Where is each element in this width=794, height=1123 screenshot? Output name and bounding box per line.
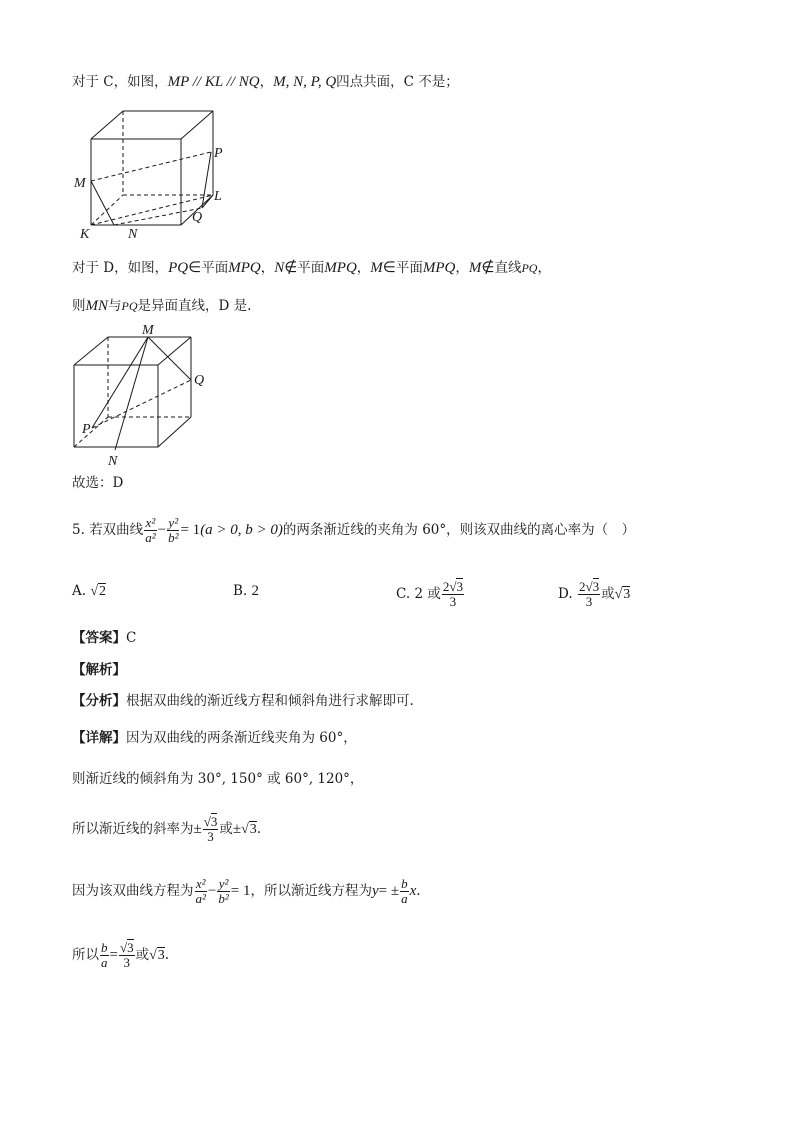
math: ∈ — [382, 260, 396, 276]
step-slope — [72, 812, 261, 847]
text: 是异面直线，D 是. — [137, 298, 252, 314]
jiexi-tag: 【解析】 — [72, 662, 126, 678]
step-inclination: 则渐近线的倾斜角为 30°, 150° 或 60°, 120°， — [72, 771, 364, 787]
numerator: x² — [145, 515, 156, 530]
label-M: M — [74, 176, 86, 191]
sqrt: √3 — [241, 822, 257, 837]
radicand: 3 — [623, 587, 631, 602]
math: = ± — [378, 883, 400, 899]
coef: 2 — [578, 579, 586, 594]
denominator: a — [101, 955, 108, 970]
text-c-suffix: 四点共面，C 不是； — [336, 74, 459, 90]
denominator: a² — [195, 891, 206, 906]
text: 或 — [135, 947, 150, 963]
denominator: b² — [218, 891, 229, 906]
math: = — [109, 947, 118, 963]
detail-line — [72, 728, 357, 748]
math: MN — [85, 298, 108, 314]
label-K: K — [80, 227, 90, 240]
denominator: 3 — [207, 829, 214, 844]
text: 所以 — [72, 947, 99, 963]
sqrt: √3 — [149, 948, 165, 963]
fraction: $\frac{√3}{3}$ — [119, 940, 134, 970]
option-value: 2 — [251, 583, 260, 599]
answer-value: C — [126, 630, 137, 646]
label-P: P — [214, 146, 223, 161]
math: ± — [193, 821, 202, 837]
label-P: P — [82, 422, 91, 437]
text-sep: ， — [259, 74, 274, 90]
question-number: 5. — [72, 522, 85, 538]
sqrt: √2 — [90, 584, 107, 599]
analysis-tag: 【分析】 — [72, 693, 126, 709]
math: ± — [232, 821, 242, 837]
text: . — [256, 821, 262, 837]
radicand: 2 — [99, 584, 107, 599]
radicand: 3 — [592, 579, 600, 594]
math: = 1 — [230, 883, 251, 899]
sqrt: √3 — [614, 587, 631, 602]
math: ∉ — [284, 260, 298, 276]
math: M — [370, 260, 383, 276]
denominator: b² — [168, 530, 179, 545]
text: 若双曲线 — [89, 522, 144, 538]
math: ∉ — [481, 260, 495, 276]
math: y — [372, 883, 379, 899]
option-b — [233, 580, 259, 602]
radicand: 3 — [157, 948, 165, 963]
option-value: 2 或 — [414, 586, 441, 602]
cube-figure-1 — [70, 105, 230, 240]
math: − — [207, 883, 217, 899]
denominator: a — [401, 891, 408, 906]
fraction: $\frac{√3}{3}$ — [203, 814, 218, 844]
label-Q: Q — [192, 210, 203, 225]
math: M — [468, 260, 482, 276]
text: 则 — [72, 298, 86, 314]
math: ∈ — [188, 260, 202, 276]
text: 与 — [108, 298, 122, 314]
numerator: y² — [218, 876, 229, 891]
fraction-x2-a2 — [144, 516, 156, 545]
denominator: 3 — [449, 594, 457, 609]
label-M: M — [142, 323, 154, 338]
text: . — [164, 947, 170, 963]
label-N: N — [108, 454, 118, 468]
option-label: D. — [558, 586, 573, 602]
numerator: b — [101, 940, 108, 955]
math: − — [157, 522, 167, 538]
math-parallel-lines: MP // KL // NQ — [167, 74, 260, 90]
step-asymptote-equation — [72, 874, 421, 908]
text: ， — [260, 260, 275, 276]
fraction — [195, 877, 207, 906]
line-option-c-analysis — [72, 72, 459, 92]
detail-tag: 【详解】 — [72, 730, 126, 746]
question-5 — [72, 514, 635, 546]
fraction — [217, 877, 229, 906]
numerator: x² — [195, 876, 206, 891]
text: 平面 — [201, 260, 229, 276]
math-condition: (a > 0, b > 0) — [200, 522, 283, 538]
text: ， — [455, 260, 469, 276]
detail-text: 因为双曲线的两条渐近线夹角为 60°， — [126, 730, 357, 746]
option-d — [558, 580, 630, 609]
math-points: M, N, P, Q — [273, 74, 337, 90]
text: ， — [356, 260, 371, 276]
answer-tag: 【答案】 — [72, 630, 126, 646]
answer-choice: 故选：D — [72, 475, 124, 491]
denominator: 3 — [585, 594, 593, 609]
numerator: b — [401, 876, 408, 891]
text: 所以渐近线的斜率为 — [72, 821, 194, 837]
analysis-line — [72, 691, 414, 711]
option-c — [396, 580, 465, 609]
math: MPQ — [422, 260, 456, 276]
radicand: 3 — [249, 822, 257, 837]
fraction-y2-b2 — [167, 516, 179, 545]
numerator: y² — [168, 515, 179, 530]
cube-figure-2 — [70, 320, 220, 468]
line-skew-conclusion — [72, 296, 251, 316]
step-ratio — [72, 938, 169, 973]
denominator: a² — [145, 530, 156, 545]
option-a — [72, 580, 106, 603]
option-label: A. — [72, 583, 87, 599]
math: MPQ — [228, 260, 261, 276]
text: 平面 — [297, 260, 325, 276]
text: . — [416, 883, 421, 899]
text: 或 — [219, 821, 233, 837]
fraction — [400, 877, 409, 906]
analysis-text: 根据双曲线的渐近线方程和倾斜角进行求解即可. — [126, 693, 414, 709]
label-N: N — [128, 227, 138, 240]
line-option-d-analysis — [72, 258, 551, 278]
text: 直线 — [494, 260, 522, 276]
coef: 2 — [442, 579, 450, 594]
text: ，所以渐近线方程为 — [250, 883, 372, 899]
fraction: $\frac{2√3}{3}$ — [578, 579, 600, 609]
text: 的两条渐近线的夹角为 60°，则该双曲线的离心率为（ ） — [282, 522, 636, 538]
option-label: B. — [233, 583, 248, 599]
fraction — [100, 941, 109, 970]
math: N — [274, 260, 285, 276]
text: 对于 D，如图， — [72, 260, 169, 276]
math: PQ — [168, 260, 189, 276]
math: PQ — [121, 299, 138, 313]
fraction: $\frac{2√3}{3}$ — [442, 579, 463, 609]
text: 因为该双曲线方程为 — [72, 883, 194, 899]
radicand: 3 — [210, 814, 218, 829]
text: 平面 — [395, 260, 423, 276]
text: ， — [537, 260, 551, 276]
math: x — [409, 883, 417, 899]
math: PQ — [521, 261, 538, 275]
text: 或 — [601, 586, 615, 602]
radicand: 3 — [456, 579, 463, 594]
math: MPQ — [324, 260, 357, 276]
option-label: C. — [396, 586, 411, 602]
answer-line — [72, 628, 136, 648]
radicand: 3 — [127, 940, 134, 955]
text-c-prefix: 对于 C，如图， — [72, 74, 168, 90]
math: = 1 — [180, 522, 201, 538]
denominator: 3 — [123, 955, 131, 970]
label-Q: Q — [194, 373, 205, 388]
label-L: L — [214, 189, 222, 204]
